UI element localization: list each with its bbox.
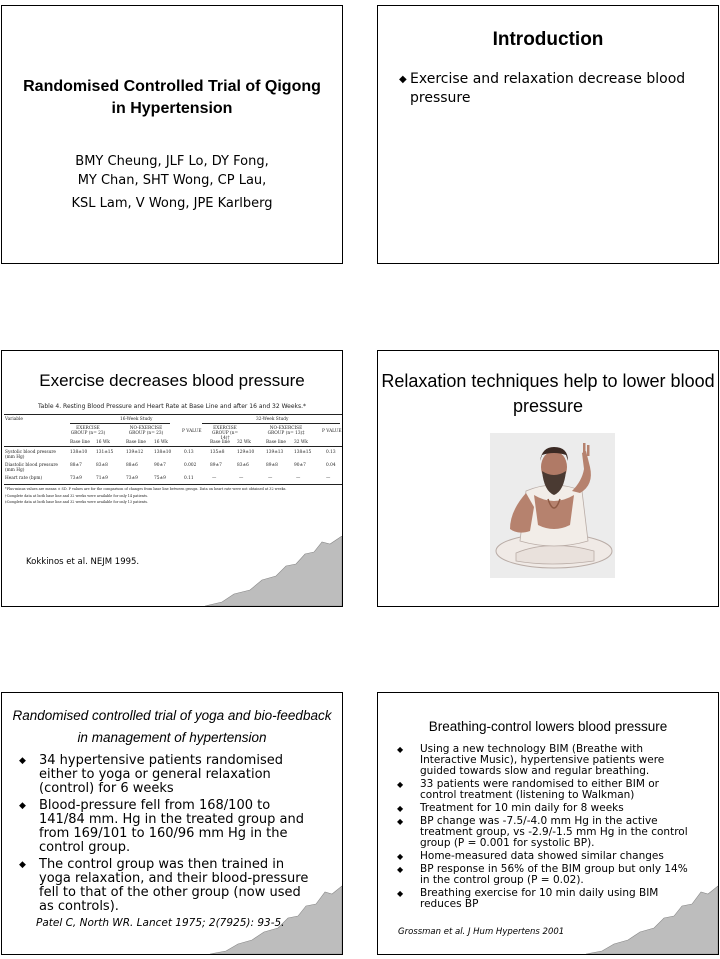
list-item-text: BP response in 56% of the BIM group but only 14% in the control group (P = 0.02). [420, 863, 688, 886]
author-line: BMY Cheung, JLF Lo, DY Fong, [75, 154, 269, 169]
table-cell: 83±6 [237, 463, 249, 468]
table-cell: 138±10 [154, 450, 172, 455]
table-header: 32 Wk [294, 440, 308, 445]
slide-heading: Exercise decreases blood pressure [39, 371, 305, 390]
table-footnote: ‡Complete data at both base line and 32 weeks were available for only 13 patients. [5, 500, 149, 504]
table-cell: — [212, 476, 217, 481]
table-header: P VALUE [322, 429, 342, 434]
diamond-bullet-icon: ◆ [397, 780, 404, 789]
list-item [397, 864, 697, 886]
table-cell: — [296, 476, 301, 481]
table-header: 16 Wk [96, 440, 110, 445]
slide-title-heading: Randomised Controlled Trial of Qigong in Hypertension [23, 78, 321, 117]
table-cell: 75±9 [154, 476, 166, 481]
table-cell: 73±9 [126, 476, 138, 481]
table-header: 32 Wk [237, 440, 251, 445]
slide-introduction [377, 5, 719, 264]
table-cell: — [268, 476, 273, 481]
list-item-text: BP change was -7.5/-4.0 mm Hg in the active treatment group, vs -2.9/-1.5 mm Hg in the control group (P = 0.001 for systolic BP). [420, 815, 688, 849]
list-item [397, 803, 697, 814]
diamond-bullet-icon: ◆ [397, 889, 404, 898]
diamond-bullet-icon: ◆ [397, 865, 404, 874]
slide-exercise [1, 350, 343, 607]
table-header: Base line [126, 440, 146, 445]
table-cell: — [239, 476, 244, 481]
list-item-text: Home-measured data showed similar changes [420, 850, 664, 862]
list-item-text: Blood-pressure fell from 168/100 to 141/84 mm. Hg in the treated group and from 169/101 to 160/96 mm Hg in the control group. [39, 798, 305, 855]
list-item [19, 799, 319, 855]
table-header: Variable [5, 417, 23, 422]
list-item [399, 70, 689, 108]
diamond-bullet-icon: ◆ [399, 74, 407, 85]
table-footnote: †Complete data at both base line and 32 weeks were available for only 14 patients. [5, 494, 149, 498]
table-row-label: Diastolic blood pressure (mm Hg) [5, 463, 58, 473]
table-header: NO-EXERCISE GROUP (n= 13)‡ [267, 426, 305, 436]
slide-heading: Breathing-control lowers blood pressure [428, 719, 668, 734]
citation: Grossman et al. J Hum Hypertens 2001 [398, 927, 565, 937]
list-item [397, 779, 697, 801]
diamond-bullet-icon: ◆ [397, 804, 404, 813]
table-cell: 138±15 [294, 450, 312, 455]
table-row-label: Systolic blood pressure (mm Hg) [5, 450, 56, 460]
table-cell: 0.13 [326, 450, 336, 455]
table-cell: 73±9 [70, 476, 82, 481]
table-header: EXERCISE GROUP (n= 14)† [211, 426, 239, 441]
table-cell: 138±10 [70, 450, 88, 455]
table-header: EXERCISE GROUP (n= 23) [70, 426, 106, 436]
table-cell: 131±15 [96, 450, 114, 455]
list-item [397, 816, 697, 849]
table-cell: 0.13 [184, 450, 194, 455]
list-item-text: Breathing exercise for 10 min daily using BIM reduces BP [420, 887, 659, 910]
slide-yoga-trial [1, 692, 343, 955]
list-item-text: The control group was then trained in yoga relaxation, and their blood-pressure fell to that of the other group (now used as controls). [39, 857, 309, 914]
table-header: Base line [70, 440, 90, 445]
list-item [397, 851, 697, 862]
bullet-list [399, 70, 689, 108]
citation: Patel C, North WR. Lancet 1975; 2(7925): 93-5. [36, 917, 285, 929]
mountain-decoration [1, 536, 342, 606]
author-line: KSL Lam, V Wong, JPE Karlberg [71, 196, 273, 211]
table-cell: 71±9 [96, 476, 108, 481]
table-header: P VALUE [182, 429, 202, 434]
table-cell: 83±8 [96, 463, 108, 468]
table-cell: 90±7 [294, 463, 306, 468]
slide-heading: Introduction [492, 29, 604, 50]
table-row-label: Heart rate (bpm) [5, 476, 43, 481]
table-header: Base line [210, 440, 230, 445]
citation: Kokkinos et al. NEJM 1995. [26, 557, 140, 567]
slide-heading: Randomised controlled trial of yoga and bio-feedback in management of hypertension [12, 708, 332, 745]
diamond-bullet-icon: ◆ [397, 745, 404, 754]
table-cell: 139±13 [266, 450, 284, 455]
table-cell: 89±7 [210, 463, 222, 468]
table-cell: 129±10 [237, 450, 255, 455]
table-cell: 88±6 [126, 463, 138, 468]
table-header: Base line [266, 440, 286, 445]
table-header: 16 Wk [154, 440, 168, 445]
author-line: MY Chan, SHT Wong, CP Lau, [77, 173, 267, 188]
list-item [19, 754, 319, 796]
table-cell: 0.04 [326, 463, 336, 468]
diamond-bullet-icon: ◆ [397, 817, 404, 826]
diamond-bullet-icon: ◆ [397, 852, 404, 861]
table-cell: — [326, 476, 331, 481]
slide-heading: Relaxation techniques help to lower blood pressure [381, 371, 715, 416]
table-caption: Table 4. Resting Blood Pressure and Heart Rate at Base Line and after 16 and 32 Weeks.* [38, 403, 307, 410]
slide-title [1, 5, 343, 264]
table-header: NO-EXERCISE GROUP (n= 23) [128, 426, 164, 436]
author-list [12, 152, 332, 213]
diamond-bullet-icon: ◆ [19, 801, 26, 811]
list-item-text: Exercise and relaxation decrease blood pressure [410, 71, 686, 106]
diamond-bullet-icon: ◆ [19, 860, 26, 870]
table-cell: 0.002 [184, 463, 197, 468]
table-cell: 139±12 [126, 450, 144, 455]
list-item-text: Using a new technology BIM (Breathe with Interactive Music), hypertensive patients were guided towards slow and regular breathing. [420, 743, 665, 777]
table-header: 32-Week Study [256, 417, 289, 422]
list-item-text: 34 hypertensive patients randomised either to yoga or general relaxation (control) for 6 weeks [39, 753, 283, 796]
list-item-text: 33 patients were randomised to either BIM or control treatment (listening to Walkman) [420, 778, 659, 801]
diamond-bullet-icon: ◆ [19, 756, 26, 766]
list-item-text: Treatment for 10 min daily for 8 weeks [420, 802, 624, 814]
table-cell: 90±7 [154, 463, 166, 468]
table-cell: 88±7 [70, 463, 82, 468]
table-cell: 135±8 [210, 450, 225, 455]
meditating-man-photo [490, 433, 615, 578]
data-table [4, 403, 342, 543]
list-item [397, 744, 697, 777]
slide-relaxation [377, 350, 719, 607]
table-cell: 89±8 [266, 463, 278, 468]
slide-breathing [377, 692, 719, 955]
table-footnote: *Plus-minus values are means ± SD. P values are for the comparison of changes from base line between groups. Data on heart rate were not obtained at 32 weeks. [5, 487, 287, 491]
mountain-decoration [377, 884, 718, 954]
table-header: 16-Week Study [120, 417, 153, 422]
table-cell: 0.11 [184, 476, 194, 481]
